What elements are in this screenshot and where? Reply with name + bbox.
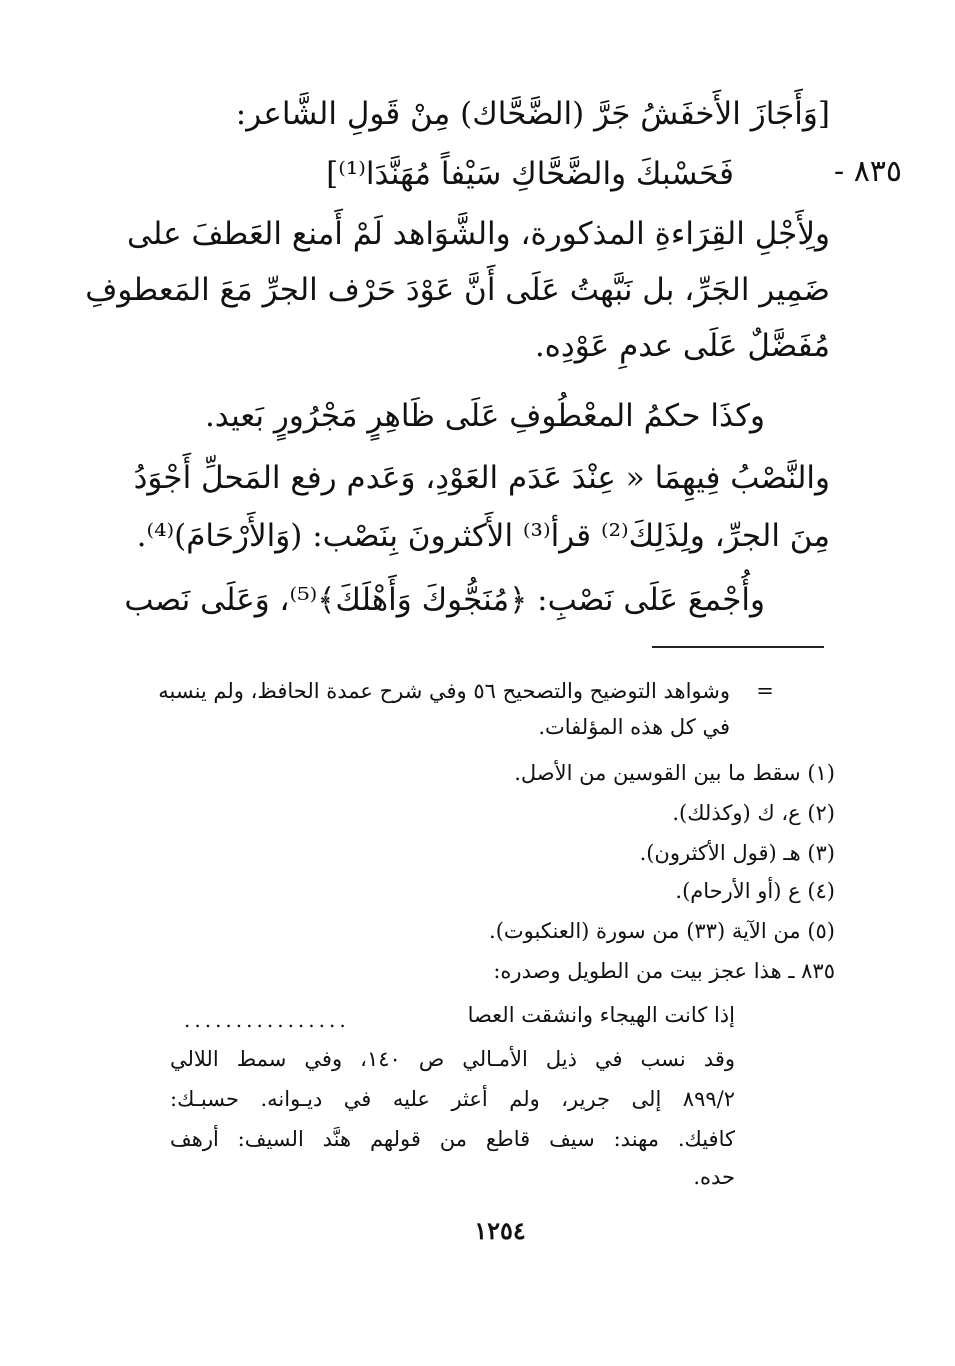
verse-ellipsis: ................ — [184, 1008, 350, 1032]
footnote-continuation-1: وشواهد التوضيح والتصحيح ٥٦ وفي شرح عمدة الحافظ، ولم ينسبه — [158, 679, 730, 703]
continuation-marker: = — [756, 679, 774, 703]
footnote-body-2: ٨٩٩/٢ إلى جرير، ولم أعثر عليه في ديـوانه. حسبـك: — [170, 1087, 735, 1111]
main-line-7: والنَّصْبُ فِيهِمَا « عِنْدَ عَدَم العَوْدِ، وَعَدم رفع المَحلِّ أَجْوَدُ — [133, 460, 830, 496]
main-line-5: مُفَضَّلٌ عَلَى عدمِ عَوْدِه. — [534, 328, 830, 364]
footnote-separator — [652, 646, 824, 648]
footnote-835: ٨٣٥ ـ هذا عجز بيت من الطويل وصدره: — [493, 959, 835, 983]
main-line-4: ضَمِير الجَرِّ، بل نَبَّهتُ عَلَى أَنَّ عَوْدَ حَرْف الجرِّ مَعَ المَعطوفِ — [85, 272, 830, 308]
verse-first-half: إذا كانت الهيجاء وانشقت العصا — [467, 1003, 735, 1027]
footnote-continuation-2: في كل هذه المؤلفات. — [538, 715, 730, 739]
footnote-5: (٥) من الآية (٣٣) من سورة (العنكبوت). — [489, 919, 835, 943]
footnote-3: (٣) هـ (قول الأكثرون). — [639, 841, 835, 865]
page-number: ١٢٥٤ — [474, 1216, 526, 1245]
main-line-3: ولِأَجْلِ القِرَاءةِ المذكورة، والشَّوَاهد لَمْ أَمنع العَطفَ على — [127, 216, 830, 252]
footnote-body-4: حده. — [693, 1165, 735, 1189]
main-line-9: وأُجْمعَ عَلَى نَصْبِ: ﴿مُنَجُّوكَ وَأَهْلَكَ﴾⁽⁵⁾، وَعَلَى نَصب — [124, 582, 765, 618]
footnote-1: (١) سقط ما بين القوسين من الأصل. — [514, 761, 835, 785]
footnote-2: (٢) ع، ك (وكذلك). — [672, 801, 835, 825]
footnote-body-3: كافيك. مهند: سيف قاطع من قولهم هنَّد السيف: أرهف — [170, 1127, 735, 1151]
main-verse-line: فَحَسْبكَ والضَّحَّاكِ سَيْفاً مُهَنَّدَا⁽¹⁾] — [326, 156, 734, 192]
verse-number: ٨٣٥ - — [834, 154, 903, 189]
main-line-1: [وَأَجَازَ الأَخفَشُ جَرَّ (الضَّحَّاك) مِنْ قَولِ الشَّاعر: — [235, 96, 830, 132]
footnote-body-1: وقد نسب في ذيل الأمـالي ص ١٤٠، وفي سمط اللالي — [170, 1047, 735, 1071]
footnote-4: (٤) ع (أو الأرحام). — [675, 879, 835, 903]
main-line-8: مِنَ الجرِّ، ولِذَلِكَ⁽²⁾ قرأ⁽³⁾ الأَكثرونَ بِنَصْب: (وَالأَرْحَامَ)⁽⁴⁾. — [136, 518, 830, 554]
main-line-6: وكذَا حكمُ المعْطُوفِ عَلَى ظَاهِرٍ مَجْرُورٍ بَعيد. — [204, 398, 765, 434]
